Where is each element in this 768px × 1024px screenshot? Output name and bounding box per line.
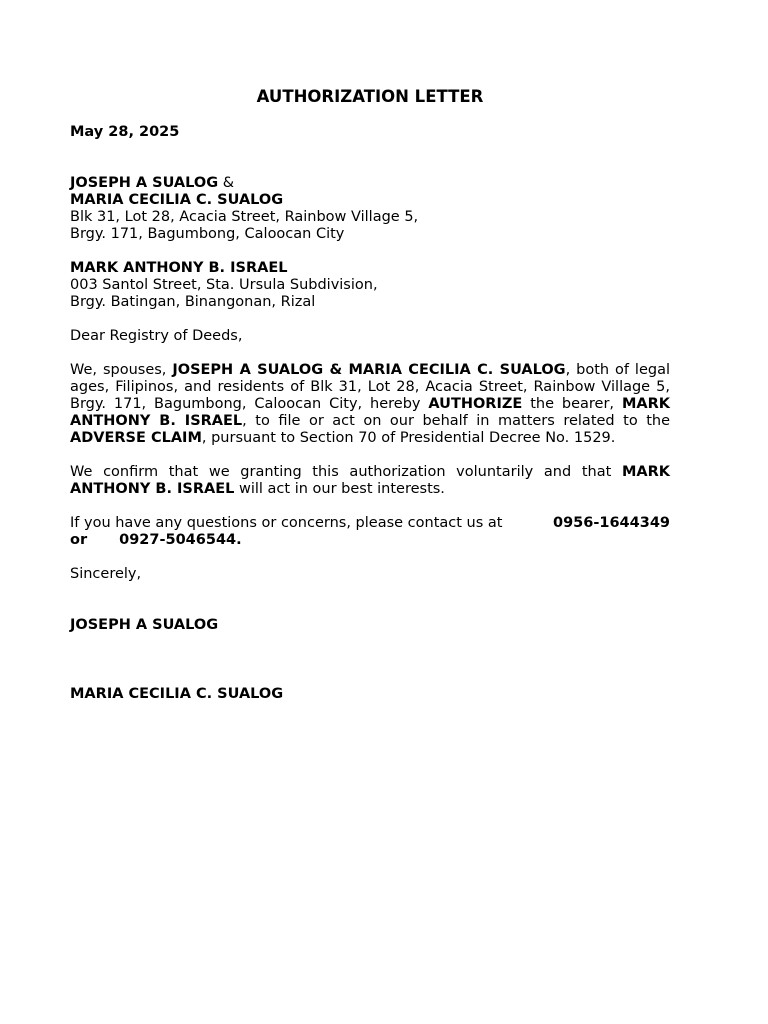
sender-block [70, 175, 670, 243]
body2-text-2: will act in our best interests. [234, 481, 445, 497]
contact-or: or [70, 532, 88, 548]
body-paragraph-2 [70, 464, 670, 498]
contact-line-1 [70, 515, 670, 532]
body1-bearer-name: MARK ANTHONY B. ISRAEL [70, 396, 671, 429]
contact-phone-2: 0927-5046544. [119, 532, 242, 548]
sender-address-line-2: Brgy. 171, Bagumbong, Caloocan City [70, 226, 345, 242]
body2-bearer-name: MARK ANTHONY B. ISRAEL [70, 464, 670, 497]
salutation: Dear Registry of Deeds, [70, 328, 243, 344]
recipient-address-line-1: 003 Santol Street, Sta. Ursula Subdivision, [70, 277, 378, 293]
sender-name-line [70, 175, 670, 192]
contact-phone-1: 0956-1644349 [553, 515, 670, 531]
sender-name-2: MARIA CECILIA C. SUALOG [70, 192, 284, 208]
letter-date: May 28, 2025 [70, 124, 180, 140]
sender-name-1: JOSEPH A SUALOG [70, 175, 219, 191]
body1-authorize: AUTHORIZE [428, 396, 523, 412]
signatory-2: MARIA CECILIA C. SUALOG [70, 686, 284, 702]
recipient-name: MARK ANTHONY B. ISRAEL [70, 260, 288, 276]
body-paragraph-3 [70, 515, 670, 549]
body1-text-3: the bearer, [522, 396, 615, 412]
closing: Sincerely, [70, 566, 142, 582]
body1-text-1: We, spouses, [70, 362, 173, 378]
signatory-1: JOSEPH A SUALOG [70, 617, 219, 633]
sender-address-line-1: Blk 31, Lot 28, Acacia Street, Rainbow Village 5, [70, 209, 419, 225]
letter-page [70, 86, 670, 703]
body1-adverse-claim: ADVERSE CLAIM [70, 430, 202, 446]
body1-text-5: , pursuant to Section 70 of Presidential Decree No. 1529. [201, 430, 616, 446]
body2-text-1: We confirm that we granting this authorization voluntarily and that [70, 464, 622, 480]
contact-line-2 [70, 532, 670, 549]
body1-spouses-names: JOSEPH A SUALOG & MARIA CECILIA C. SUALOG [172, 362, 566, 378]
sender-ampersand: & [218, 175, 235, 191]
body1-text-2: , both of legal ages, Filipinos, and residents of Blk 31, Lot 28, Acacia Street, Rainbow Village 5, Brgy. 171, Bagumbong, Caloocan City, hereby [70, 362, 671, 412]
letter-title: AUTHORIZATION LETTER [256, 87, 484, 106]
recipient-address-line-2: Brgy. Batingan, Binangonan, Rizal [70, 294, 316, 310]
recipient-block [70, 260, 670, 311]
body1-text-4: , to file or act on our behalf in matters related to the [242, 413, 670, 429]
contact-text: If you have any questions or concerns, please contact us at [70, 515, 503, 531]
body-paragraph-1 [70, 362, 670, 447]
